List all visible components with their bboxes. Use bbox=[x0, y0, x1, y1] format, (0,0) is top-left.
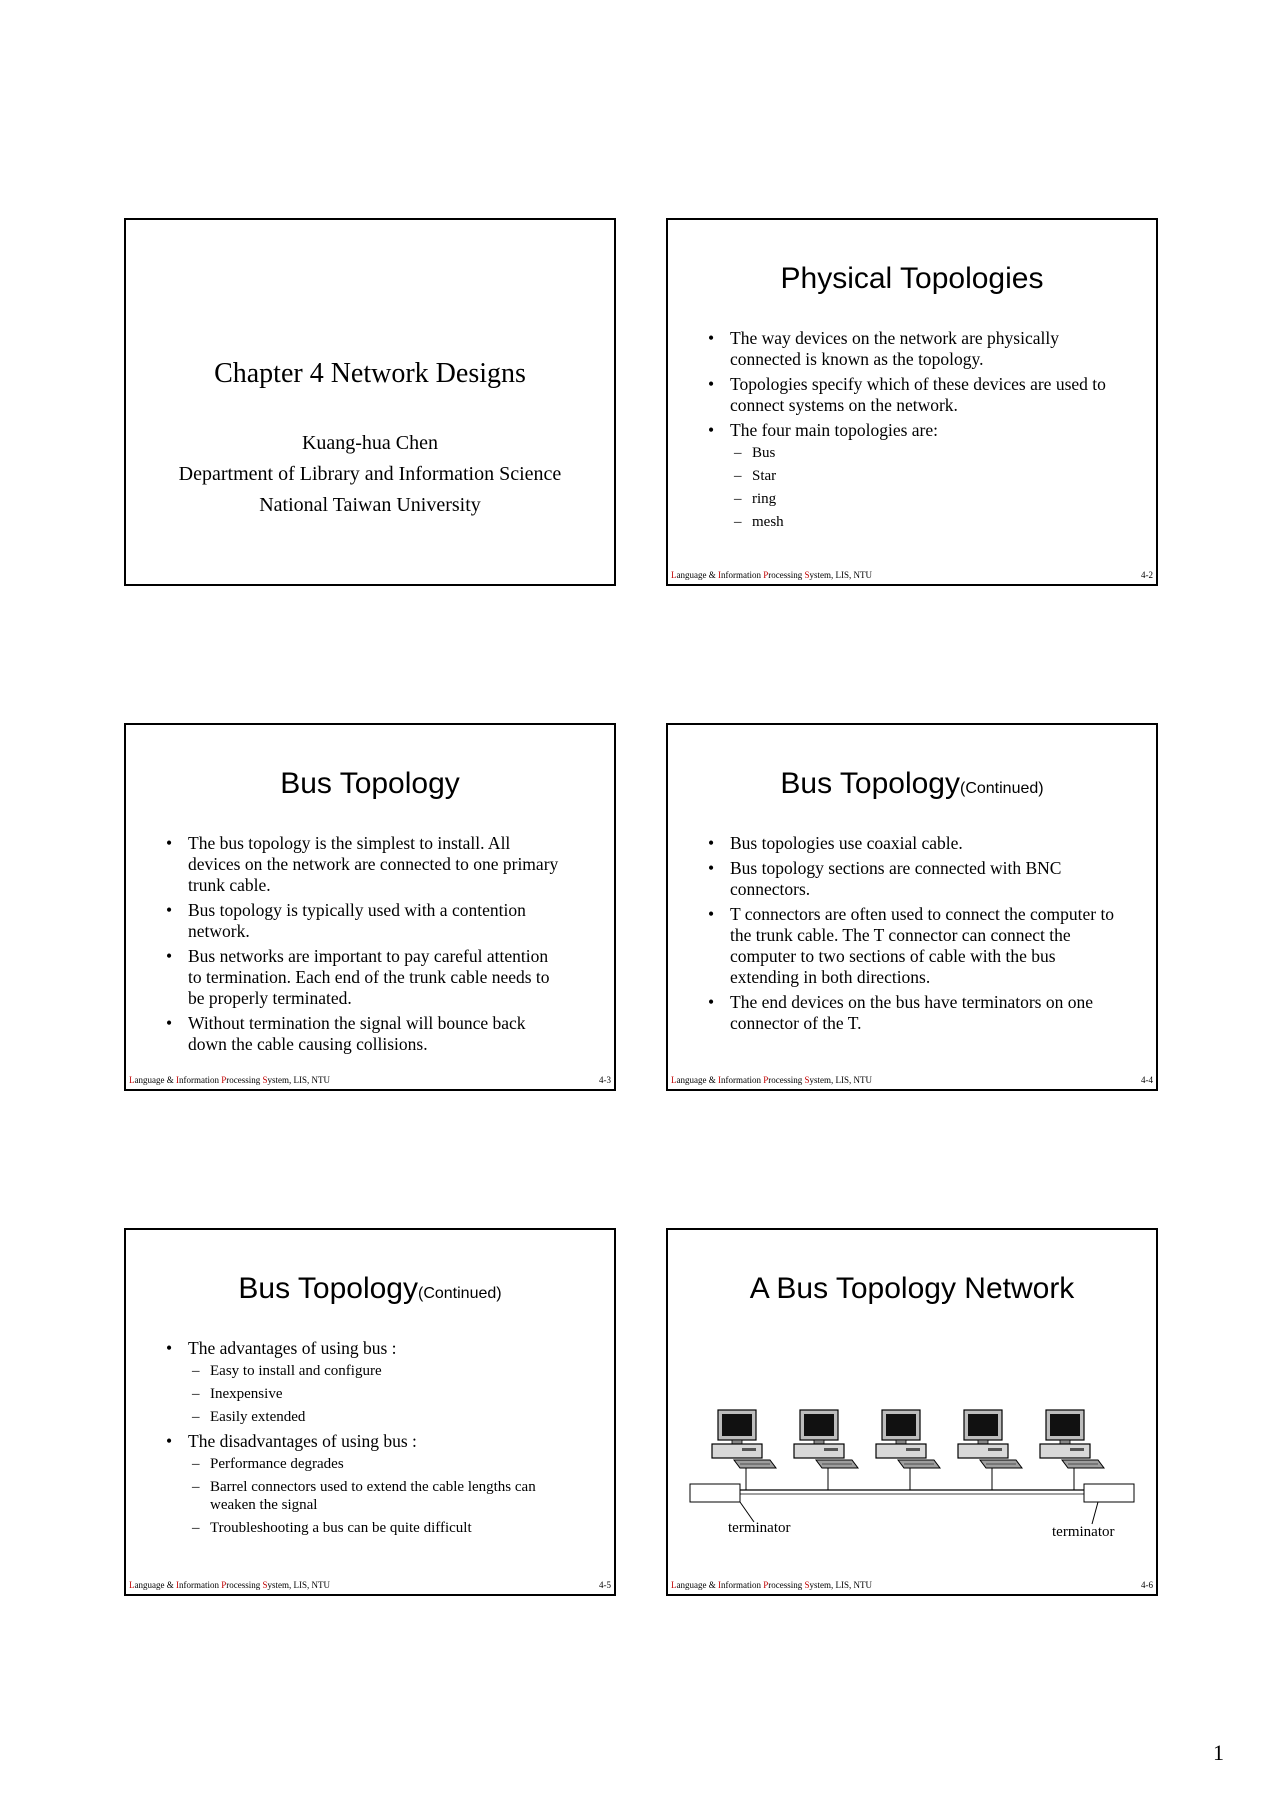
terminator-label-right: terminator bbox=[1052, 1524, 1115, 1540]
computer-icon bbox=[876, 1410, 940, 1468]
slide-bus-topology bbox=[124, 723, 616, 1091]
computer-icon bbox=[794, 1410, 858, 1468]
bullet: • The way devices on the network are physically connected is known as the topology. bbox=[708, 328, 1128, 370]
slide-number: 4-2 bbox=[1141, 570, 1153, 580]
bullet: • Bus networks are important to pay careful attention to termination. Each end of the trunk cable needs to be properly terminated. bbox=[166, 946, 564, 1009]
sub-bullet: – Star bbox=[730, 467, 1128, 485]
slide-heading: Physical Topologies bbox=[780, 262, 1044, 295]
slide-physical-topologies bbox=[666, 218, 1158, 586]
bullet: • The bus topology is the simplest to install. All devices on the network are connected to one primary trunk cable. bbox=[166, 833, 564, 896]
bullet-text: The advantages of using bus : bbox=[188, 1338, 397, 1358]
slide-bus-network-diagram bbox=[666, 1228, 1158, 1596]
bullet bbox=[166, 1338, 564, 1426]
bullet: • Topologies specify which of these devices are used to connect systems on the network. bbox=[708, 374, 1128, 416]
sub-bullet: – Troubleshooting a bus can be quite difficult bbox=[188, 1519, 564, 1537]
sub-bullet: – Performance degrades bbox=[188, 1455, 564, 1473]
computer-icon bbox=[1040, 1410, 1104, 1468]
sub-bullet: – ring bbox=[730, 490, 1128, 508]
slide-bus-topology-continued bbox=[666, 723, 1158, 1091]
computer-icon bbox=[958, 1410, 1022, 1468]
sub-bullet: – Inexpensive bbox=[188, 1385, 564, 1403]
slide-heading: A Bus Topology Network bbox=[749, 1272, 1075, 1305]
bullet bbox=[166, 1431, 564, 1537]
bullet-text: The disadvantages of using bus : bbox=[188, 1431, 417, 1451]
bullet bbox=[708, 420, 1128, 531]
bullet: • T connectors are often used to connect the computer to the trunk cable. The T connector can connect the computer to two sections of cable with the bus extending in both directions. bbox=[708, 904, 1128, 988]
terminator-left-box bbox=[690, 1484, 740, 1502]
slide-footer: Language & Information Processing System, LIS, NTU bbox=[129, 1075, 331, 1085]
bullet: • Bus topology is typically used with a contention network. bbox=[166, 900, 564, 942]
bullet: • The end devices on the bus have terminators on one connector of the T. bbox=[708, 992, 1128, 1034]
slide-number: 4-4 bbox=[1141, 1075, 1153, 1085]
sub-bullet: – Easy to install and configure bbox=[188, 1362, 564, 1380]
university: National Taiwan University bbox=[259, 494, 481, 516]
department: Department of Library and Information Science bbox=[178, 463, 562, 485]
sub-bullet: – Bus bbox=[730, 444, 1128, 462]
slide-body bbox=[708, 833, 1128, 1038]
author-name: Kuang-hua Chen bbox=[301, 432, 439, 454]
bullet: • Bus topologies use coaxial cable. bbox=[708, 833, 1128, 854]
slide-footer: Language & Information Processing System, LIS, NTU bbox=[129, 1580, 331, 1590]
bullet: • Without termination the signal will bounce back down the cable causing collisions. bbox=[166, 1013, 564, 1055]
slide-number: 4-5 bbox=[599, 1580, 611, 1590]
slide-number: 4-3 bbox=[599, 1075, 611, 1085]
slide-heading: Bus Topology bbox=[280, 767, 460, 800]
slide-bus-advantages bbox=[124, 1228, 616, 1596]
terminator-label-left: terminator bbox=[728, 1520, 791, 1536]
sub-bullet: – Barrel connectors used to extend the cable lengths can weaken the signal bbox=[188, 1478, 564, 1514]
slide-number: 4-6 bbox=[1141, 1580, 1153, 1590]
slide-footer: Language & Information Processing System, LIS, NTU bbox=[671, 1075, 873, 1085]
slide-title bbox=[124, 218, 616, 586]
slide-heading: Bus Topology(Continued) bbox=[238, 1272, 502, 1305]
slide-body bbox=[708, 328, 1128, 536]
sub-bullet: – Easily extended bbox=[188, 1408, 564, 1426]
chapter-title: Chapter 4 Network Designs bbox=[214, 358, 526, 389]
computer-icon bbox=[712, 1410, 776, 1468]
slide-footer: Language & Information Processing System, LIS, NTU bbox=[671, 570, 873, 580]
bullet: • Bus topology sections are connected with BNC connectors. bbox=[708, 858, 1128, 900]
slide-footer: Language & Information Processing System, LIS, NTU bbox=[671, 1580, 873, 1590]
terminator-right-box bbox=[1084, 1484, 1134, 1502]
sub-bullet: – mesh bbox=[730, 513, 1128, 531]
bullet-text: The four main topologies are: bbox=[730, 420, 938, 440]
slide-body bbox=[166, 833, 564, 1059]
slide-heading: Bus Topology(Continued) bbox=[780, 767, 1044, 800]
page-number: 1 bbox=[1213, 1740, 1224, 1765]
slide-body bbox=[166, 1338, 564, 1542]
